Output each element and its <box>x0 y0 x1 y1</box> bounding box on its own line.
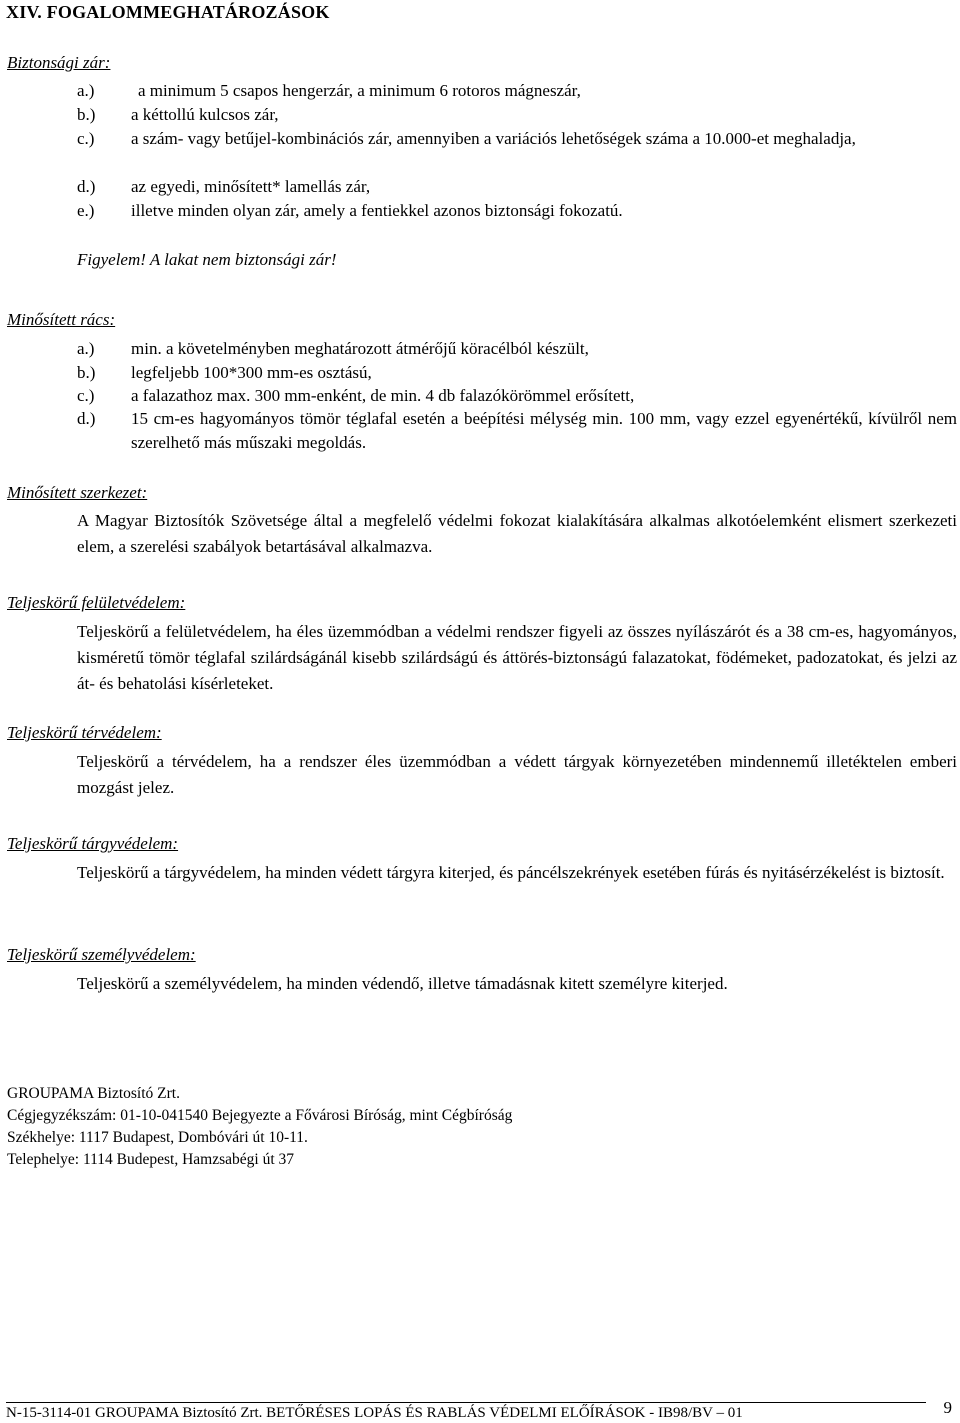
list-marker: d.) <box>77 177 96 196</box>
list-item-text: a minimum 5 csapos hengerzár, a minimum 6 rotoros mágneszár, <box>138 81 581 100</box>
list-item-text: 15 cm-es hagyományos tömör téglafal esetén a beépítési mélység min. 100 mm, vagy ezzel egyenértékű, kívülről nem szerelhető más műszaki megoldás. <box>131 409 957 452</box>
section-heading-feluletvedelem: Teljeskörű felületvédelem: <box>7 593 186 612</box>
definition-paragraph: A Magyar Biztosítók Szövetsége által a megfelelő védelmi fokozat kialakítására alkalmas alkotóelemként elismert szerkezeti elem, a szerelési szabályok betartásával alkalmazva. <box>77 511 957 556</box>
footer-divider <box>6 1402 926 1403</box>
list-marker: e.) <box>77 201 95 220</box>
list-item-text: legfeljebb 100*300 mm-es osztású, <box>131 363 372 382</box>
definition-paragraph: Teljeskörű a térvédelem, ha a rendszer éles üzemmódban a védett tárgyak környezetében mindennemű illetéktelen emberi mozgást jelez. <box>77 752 957 797</box>
list-item-text: a falazathoz max. 300 mm-enként, de min. 4 db falazókörömmel erősített, <box>131 386 635 405</box>
list-item-text: min. a követelményben meghatározott átmérőjű köracélból készült, <box>131 339 589 358</box>
section-heading-minositett-racs: Minősített rács: <box>7 310 116 329</box>
list-marker: c.) <box>77 129 95 148</box>
list-marker: d.) <box>77 409 96 428</box>
list-item-text: a kéttollú kulcsos zár, <box>131 105 279 124</box>
list-marker: b.) <box>77 363 96 382</box>
section-heading-tervedelem: Teljeskörű térvédelem: <box>7 723 162 742</box>
list-item <box>77 79 957 103</box>
footer-text: N-15-3114-01 GROUPAMA Biztosító Zrt. BETŐRÉSES LOPÁS ÉS RABLÁS VÉDELMI ELŐÍRÁSOK - IB98/BV – 01 <box>6 1405 743 1421</box>
list-item-text: a szám- vagy betűjel-kombinációs zár, amennyiben a variációs lehetőségek száma a 10.000-et meghaladja, <box>131 129 856 148</box>
list-item <box>77 175 957 199</box>
company-seat: Székhelye: 1117 Budapest, Dombóvári út 10-11. <box>7 1129 308 1146</box>
section-heading-targyvedelem: Teljeskörű tárgyvédelem: <box>7 834 179 853</box>
list-marker: a.) <box>77 339 95 358</box>
list-item <box>77 199 957 223</box>
list-marker: a.) <box>77 81 95 100</box>
list-item-text: illetve minden olyan zár, amely a fentiekkel azonos biztonsági fokozatú. <box>131 201 623 220</box>
definition-paragraph: Teljeskörű a felületvédelem, ha éles üzemmódban a védelmi rendszer figyeli az összes nyílászárót és a 38 cm-es, hagyományos, kisméretű tömör téglafal szilárdságánál kisebb szilárdságú és áttörés-biztonságú falazatokat, födémeket, padozatokat, és jelzi az át- és behatolási kísérleteket. <box>77 622 957 693</box>
list-item <box>77 384 957 408</box>
company-site: Telephelye: 1114 Budepest, Hamzsabégi út 37 <box>7 1151 295 1168</box>
list-marker: b.) <box>77 105 96 124</box>
list-item-text: az egyedi, minősített* lamellás zár, <box>131 177 371 196</box>
warning-note: Figyelem! A lakat nem biztonsági zár! <box>77 250 337 269</box>
definition-paragraph: Teljeskörű a személyvédelem, ha minden védendő, illetve támadásnak kitett személyre kiterjed. <box>77 974 728 993</box>
company-registration: Cégjegyzékszám: 01-10-041540 Bejegyezte a Fővárosi Bíróság, mint Cégbíróság <box>7 1107 513 1124</box>
list-item <box>77 337 957 361</box>
definition-paragraph: Teljeskörű a tárgyvédelem, ha minden védett tárgyra kiterjed, és páncélszekrények esetében fúrás és nyitásérzékelést is biztosít. <box>77 863 945 882</box>
list-item <box>77 407 957 455</box>
page-number: 9 <box>943 1398 952 1417</box>
section-heading-minositett-szerkezet: Minősített szerkezet: <box>7 483 148 502</box>
section-heading-biztonsagi-zar: Biztonsági zár: <box>7 53 111 72</box>
section-heading-szemelyvedelem: Teljeskörű személyvédelem: <box>7 945 196 964</box>
list-item <box>77 103 957 127</box>
list-marker: c.) <box>77 386 95 405</box>
list-item <box>77 361 957 385</box>
list-item <box>77 127 957 151</box>
company-name: GROUPAMA Biztosító Zrt. <box>7 1085 180 1102</box>
chapter-title: XIV. FOGALOMMEGHATÁROZÁSOK <box>6 2 330 22</box>
